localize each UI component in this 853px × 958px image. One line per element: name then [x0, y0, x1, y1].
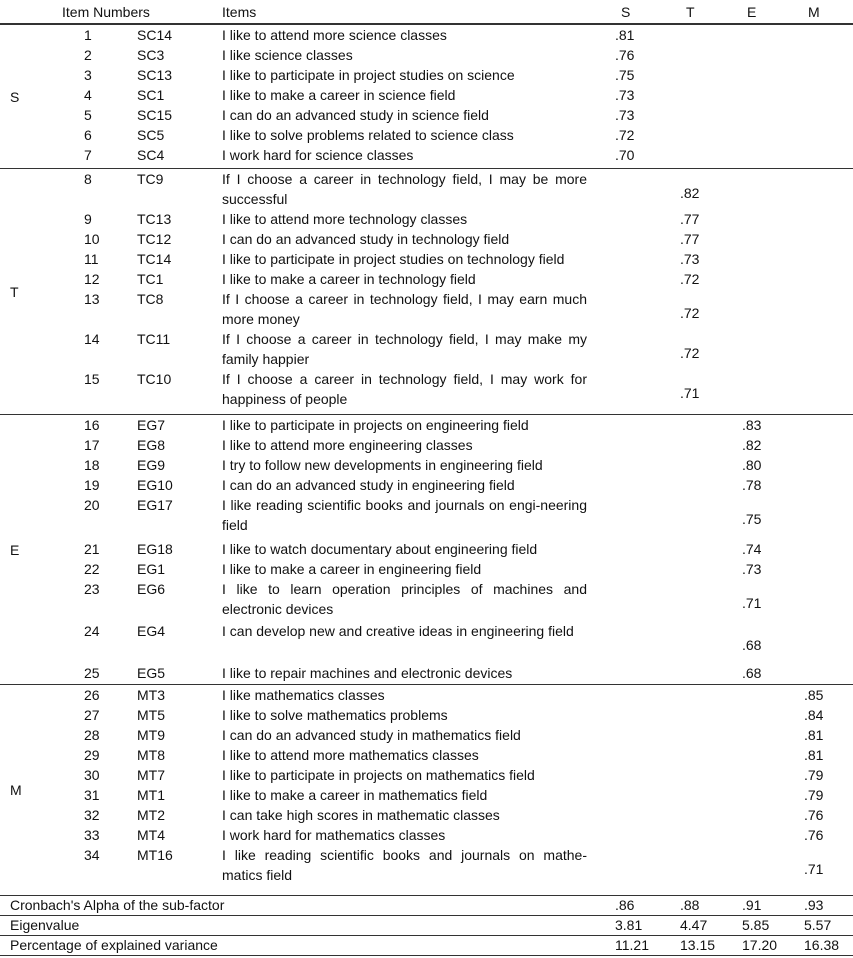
item-text: I can do an advanced study in science field — [222, 107, 489, 123]
item-code: SC5 — [137, 127, 165, 143]
loading-value: .77 — [680, 211, 700, 227]
loading-value: .72 — [680, 345, 700, 361]
footer-value: .88 — [680, 897, 700, 913]
item-code: EG17 — [137, 497, 173, 513]
loading-value: .73 — [615, 87, 635, 103]
header-items: Items — [222, 4, 257, 20]
item-text: I like reading scientific books and journals on mathe-matics field — [222, 847, 587, 883]
loading-value: .71 — [680, 385, 700, 401]
item-number: 9 — [84, 211, 92, 227]
item-code: SC15 — [137, 107, 173, 123]
loading-value: .80 — [742, 457, 762, 473]
footer-value: 4.47 — [680, 917, 708, 933]
item-text: I like to make a career in technology field — [222, 271, 476, 287]
table-row — [0, 171, 853, 211]
item-text: I can do an advanced study in technology field — [222, 231, 510, 247]
table-bottom-rule — [0, 955, 853, 956]
table-row — [0, 271, 853, 291]
table-row — [0, 727, 853, 747]
item-text: I like to attend more mathematics classes — [222, 747, 479, 763]
item-text: I like to make a career in science field — [222, 87, 456, 103]
header-item-numbers: Item Numbers — [62, 4, 150, 20]
item-code: SC3 — [137, 47, 165, 63]
loading-value: .81 — [804, 747, 824, 763]
item-code: EG1 — [137, 561, 166, 577]
footer-value: 17.20 — [742, 937, 778, 953]
item-text: I like to solve mathematics problems — [222, 707, 448, 723]
table-row — [0, 747, 853, 767]
item-number: 11 — [84, 251, 99, 267]
item-number: 4 — [84, 87, 92, 103]
loading-value: .79 — [804, 787, 824, 803]
item-text: If I choose a career in technology field, I may work for happiness of people — [222, 371, 587, 407]
table-row — [0, 251, 853, 271]
item-code: EG5 — [137, 665, 166, 681]
item-text: If I choose a career in technology field, I may make my family happier — [222, 331, 587, 367]
item-code: TC14 — [137, 251, 172, 267]
item-text: I like to participate in project studies on technology field — [222, 251, 565, 267]
loading-value: .73 — [742, 561, 762, 577]
item-text: I like to watch documentary about engineering field — [222, 541, 538, 557]
loading-value: .73 — [680, 251, 700, 267]
footer-value: .91 — [742, 897, 762, 913]
item-number: 14 — [84, 331, 100, 347]
loading-value: .72 — [680, 305, 700, 321]
group-label: T — [10, 284, 19, 300]
table-row — [0, 827, 853, 847]
item-number: 18 — [84, 457, 100, 473]
loading-value: .75 — [615, 67, 635, 83]
item-number: 26 — [84, 687, 100, 703]
header-m: M — [808, 4, 820, 20]
item-number: 17 — [84, 437, 100, 453]
group-label: E — [10, 542, 20, 558]
item-number: 5 — [84, 107, 92, 123]
table-row — [0, 581, 853, 621]
footer-value: 5.57 — [804, 917, 832, 933]
loading-value: .84 — [804, 707, 824, 723]
item-code: TC10 — [137, 371, 172, 387]
item-text: I like to attend more technology classes — [222, 211, 468, 227]
loading-value: .81 — [804, 727, 824, 743]
item-code: TC12 — [137, 231, 172, 247]
item-code: MT2 — [137, 807, 165, 823]
footer-label: Eigenvalue — [10, 917, 80, 933]
footer-value: 11.21 — [615, 937, 649, 953]
item-code: EG4 — [137, 623, 166, 639]
table-row — [0, 497, 853, 537]
loading-value: .85 — [804, 687, 824, 703]
loading-value: .76 — [804, 827, 824, 843]
item-code: SC4 — [137, 147, 165, 163]
item-code: EG18 — [137, 541, 173, 557]
table-row — [0, 331, 853, 371]
group-section-t — [0, 168, 853, 414]
item-number: 19 — [84, 477, 100, 493]
item-code: SC14 — [137, 27, 173, 43]
footer-value: 3.81 — [615, 917, 643, 933]
group-label: M — [10, 781, 22, 798]
item-number: 25 — [84, 665, 100, 681]
item-text: I can do an advanced study in mathematics field — [222, 727, 521, 743]
item-code: EG8 — [137, 437, 166, 453]
table-row — [0, 477, 853, 497]
footer-label: Cronbach's Alpha of the sub-factor — [10, 897, 225, 913]
table-row — [0, 561, 853, 581]
item-number: 12 — [84, 271, 100, 287]
item-number: 27 — [84, 707, 100, 723]
item-code: TC13 — [137, 211, 172, 227]
item-number: 10 — [84, 231, 100, 247]
table-row — [0, 127, 853, 147]
table-row — [0, 87, 853, 107]
item-text: If I choose a career in technology field, I may earn much more money — [222, 291, 587, 327]
item-number: 2 — [84, 47, 92, 63]
loading-value: .70 — [615, 147, 635, 163]
table-row — [0, 457, 853, 477]
footer-row — [0, 935, 853, 954]
item-text: I like to participate in projects on engineering field — [222, 417, 529, 433]
loading-value: .83 — [742, 417, 762, 433]
item-code: MT16 — [137, 847, 173, 863]
item-text: I like to repair machines and electronic devices — [222, 665, 513, 681]
group-section-e — [0, 414, 853, 684]
item-number: 7 — [84, 147, 92, 163]
group-label: S — [10, 89, 20, 105]
item-code: MT1 — [137, 787, 165, 803]
item-number: 3 — [84, 67, 92, 83]
loading-value: .82 — [680, 185, 700, 201]
loading-value: .71 — [804, 861, 824, 877]
loading-value: .75 — [742, 511, 762, 527]
loading-value: .76 — [804, 807, 824, 823]
loading-value: .79 — [804, 767, 824, 783]
table-row — [0, 687, 853, 707]
table-row — [0, 787, 853, 807]
item-text: I work hard for science classes — [222, 147, 414, 163]
table-row — [0, 291, 853, 331]
item-number: 15 — [84, 371, 100, 387]
item-code: TC1 — [137, 271, 164, 287]
loading-value: .72 — [615, 127, 635, 143]
item-text: I like to learn operation principles of machines and electronic devices — [222, 581, 587, 617]
item-number: 21 — [84, 541, 100, 557]
footer-row — [0, 895, 853, 914]
group-section-s — [0, 24, 853, 168]
footer-value: .93 — [804, 897, 824, 913]
table-row — [0, 807, 853, 827]
footer-value: 13.15 — [680, 937, 716, 953]
table-row — [0, 541, 853, 561]
item-text: I like science classes — [222, 47, 353, 63]
loading-value: .71 — [742, 595, 762, 611]
item-code: MT8 — [137, 747, 165, 763]
item-text: I like to attend more science classes — [222, 27, 447, 43]
item-text: I try to follow new developments in engineering field — [222, 457, 543, 473]
item-code: MT9 — [137, 727, 165, 743]
table-header — [0, 0, 853, 24]
table-row — [0, 707, 853, 727]
item-code: TC8 — [137, 291, 164, 307]
table-row — [0, 107, 853, 127]
item-text: I can take high scores in mathematic classes — [222, 807, 500, 823]
item-number: 20 — [84, 497, 100, 513]
item-code: TC11 — [137, 331, 171, 347]
loading-value: .74 — [742, 541, 762, 557]
item-number: 6 — [84, 127, 92, 143]
item-code: EG6 — [137, 581, 166, 597]
item-number: 1 — [84, 27, 92, 43]
item-number: 8 — [84, 171, 92, 187]
item-text: I like to participate in project studies on science — [222, 67, 515, 83]
item-code: SC13 — [137, 67, 173, 83]
table-row — [0, 147, 853, 167]
table-row — [0, 371, 853, 411]
loading-value: .77 — [680, 231, 700, 247]
footer-row — [0, 915, 853, 934]
item-number: 13 — [84, 291, 100, 307]
item-code: MT7 — [137, 767, 165, 783]
table-row — [0, 47, 853, 67]
item-text: I like to participate in projects on mathematics field — [222, 767, 535, 783]
item-code: EG9 — [137, 457, 166, 473]
item-code: EG10 — [137, 477, 173, 493]
item-number: 31 — [84, 787, 100, 803]
item-code: EG7 — [137, 417, 166, 433]
table-row — [0, 67, 853, 87]
item-text: I like mathematics classes — [222, 687, 385, 703]
item-text: I like reading scientific books and journals on engi-neering field — [222, 497, 587, 533]
item-number: 30 — [84, 767, 100, 783]
item-text: I like to solve problems related to science class — [222, 127, 514, 143]
item-code: MT5 — [137, 707, 165, 723]
item-number: 34 — [84, 847, 100, 863]
item-number: 22 — [84, 561, 100, 577]
loading-value: .73 — [615, 107, 635, 123]
table-row — [0, 231, 853, 251]
group-section-m — [0, 684, 853, 893]
header-t: T — [686, 4, 695, 20]
item-text: I like to make a career in engineering field — [222, 561, 482, 577]
item-text: If I choose a career in technology field, I may be more successful — [222, 171, 587, 207]
footer-value: .86 — [615, 897, 635, 913]
item-text: I work hard for mathematics classes — [222, 827, 446, 843]
footer-label: Percentage of explained variance — [10, 937, 218, 953]
footer-value: 16.38 — [804, 937, 840, 953]
loading-value: .76 — [615, 47, 635, 63]
header-s: S — [621, 4, 631, 20]
item-number: 28 — [84, 727, 100, 743]
table-row — [0, 767, 853, 787]
loading-value: .72 — [680, 271, 700, 287]
item-number: 23 — [84, 581, 100, 597]
table-row — [0, 27, 853, 47]
table-row — [0, 417, 853, 437]
item-code: MT3 — [137, 687, 165, 703]
header-e: E — [747, 4, 757, 20]
loading-value: .68 — [742, 665, 762, 681]
item-number: 16 — [84, 417, 100, 433]
table-row — [0, 437, 853, 457]
table-row — [0, 211, 853, 231]
item-number: 24 — [84, 623, 100, 639]
item-number: 29 — [84, 747, 100, 763]
item-code: SC1 — [137, 87, 165, 103]
table-row — [0, 623, 853, 663]
table-row — [0, 665, 853, 685]
loading-value: .68 — [742, 637, 762, 653]
item-text: I can do an advanced study in engineering field — [222, 477, 515, 493]
item-code: TC9 — [137, 171, 164, 187]
item-number: 32 — [84, 807, 100, 823]
loading-value: .78 — [742, 477, 762, 493]
loading-value: .82 — [742, 437, 762, 453]
item-text: I can develop new and creative ideas in engineering field — [222, 623, 574, 639]
footer-value: 5.85 — [742, 917, 770, 933]
loading-value: .81 — [615, 27, 635, 43]
item-code: MT4 — [137, 827, 165, 843]
item-number: 33 — [84, 827, 100, 843]
item-text: I like to make a career in mathematics field — [222, 787, 488, 803]
item-text: I like to attend more engineering classes — [222, 437, 473, 453]
table-row — [0, 847, 853, 887]
